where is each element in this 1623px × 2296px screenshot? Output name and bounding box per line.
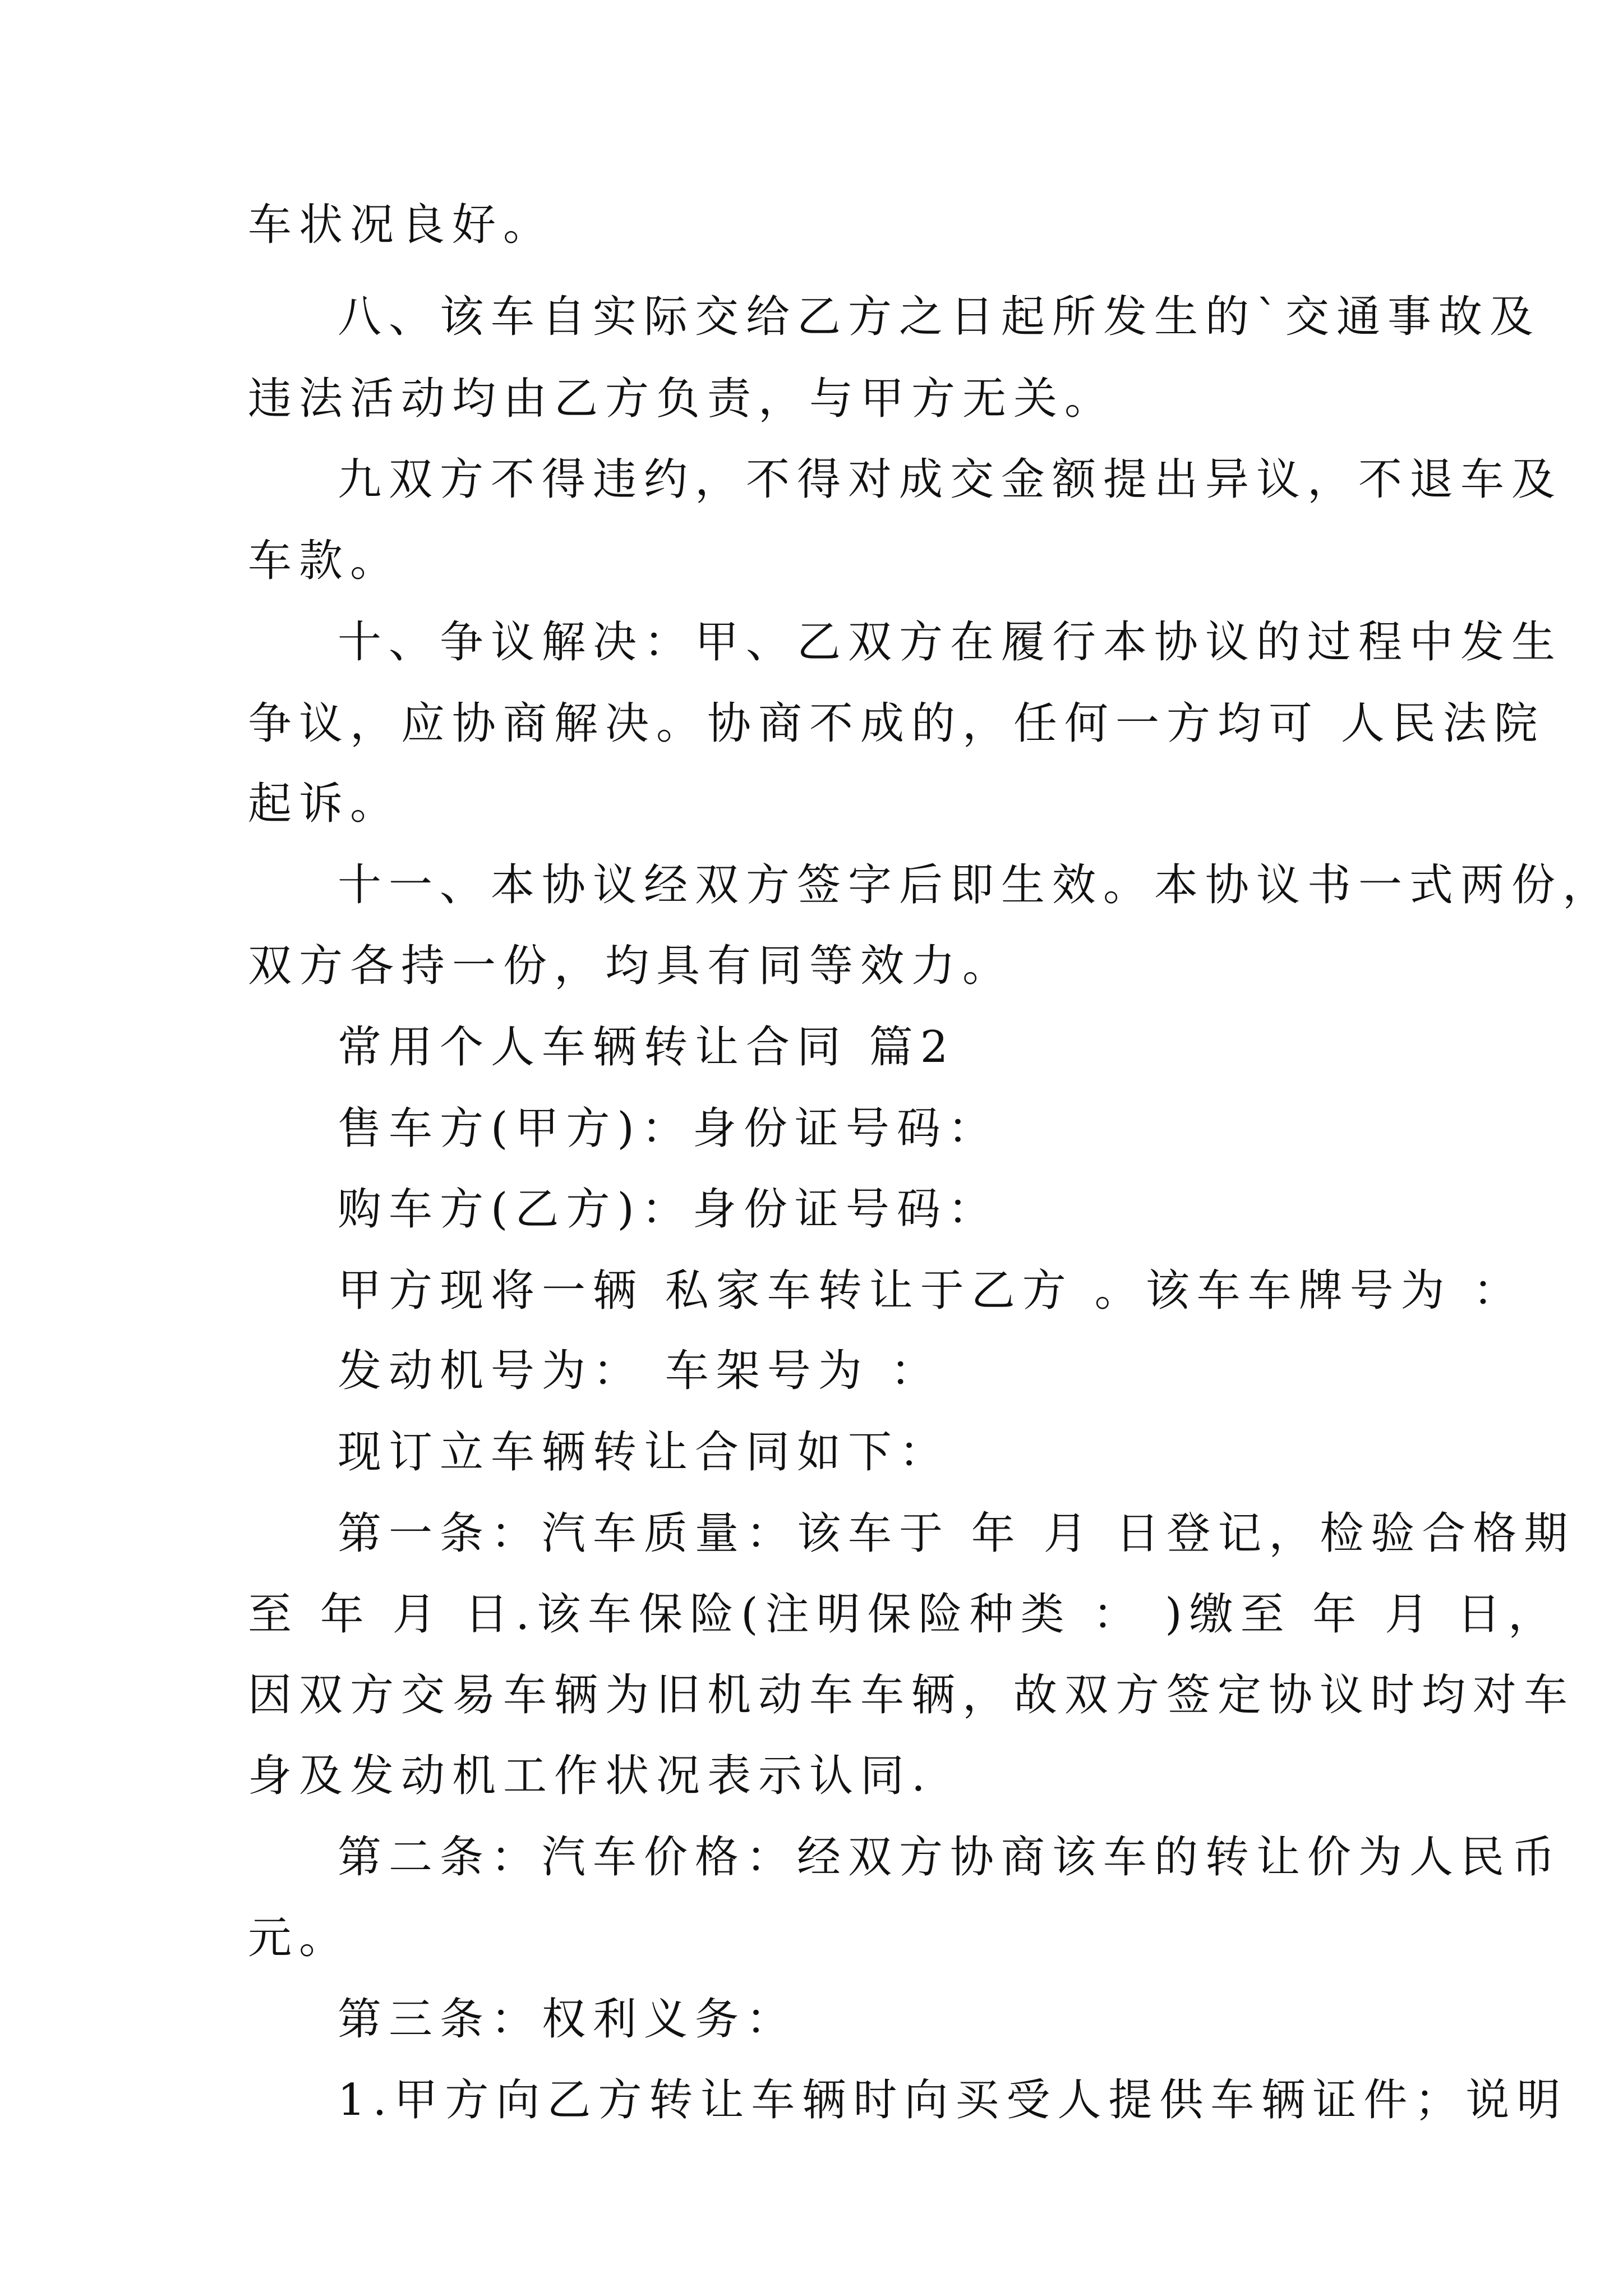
article-1-heading-line: 第一条：汽车质量：该车于 年 月 日登记，检验合格期 (338, 1508, 1575, 1559)
text-line: 车款。 (248, 536, 402, 586)
article-3-heading-line: 第三条：权利义务： (338, 1994, 797, 2045)
text-line: 元。 (248, 1913, 351, 1963)
article-2-heading-line: 第二条：汽车价格：经双方协商该车的转让价为人民币 (338, 1832, 1563, 1883)
contract-intro-line: 现订立车辆转让合同如下： (338, 1427, 951, 1478)
text-line: 因双方交易车辆为旧机动车车辆，故双方签定协议时均对车 (248, 1670, 1575, 1720)
clause-10-heading-line: 十、争议解决：甲、乙双方在履行本协议的过程中发生 (338, 617, 1563, 668)
clause-9-heading-line: 九双方不得违约，不得对成交金额提出异议，不退车及 (338, 454, 1563, 505)
text-line: 至 年 月 日.该车保险(注明保险种类 ： )缴至 年 月 日， (248, 1589, 1560, 1640)
clause-11-heading-line: 十一、本协议经双方签字后即生效。本协议书一式两份， (338, 860, 1614, 910)
article-3-item-1-line: 1.甲方向乙方转让车辆时向买受人提供车辆证件；说明 (338, 2075, 1568, 2125)
text-line: 起诉。 (248, 779, 402, 829)
seller-line: 售车方(甲方)：身份证号码： (338, 1103, 999, 1154)
section-title: 常用个人车辆转让合同 篇2 (338, 1022, 956, 1073)
text-line: 双方各持一份，均具有同等效力。 (248, 941, 1014, 991)
text-line: 违法活动均由乙方负责，与甲方无关。 (248, 374, 1116, 424)
text-line: 身及发动机工作状况表示认同. (248, 1751, 933, 1801)
clause-8-heading-line: 八、该车自实际交给乙方之日起所发生的`交通事故及 (338, 292, 1541, 342)
engine-frame-line: 发动机号为： 车架号为 ： (338, 1346, 942, 1396)
buyer-line: 购车方(乙方)：身份证号码： (338, 1184, 999, 1235)
text-line: 车状况良好。 (248, 200, 555, 250)
vehicle-plate-line: 甲方现将一辆 私家车转让于乙方 。该车车牌号为 ： (338, 1266, 1524, 1316)
text-line: 争议，应协商解决。协商不成的，任何一方均可 人民法院 (248, 698, 1545, 749)
